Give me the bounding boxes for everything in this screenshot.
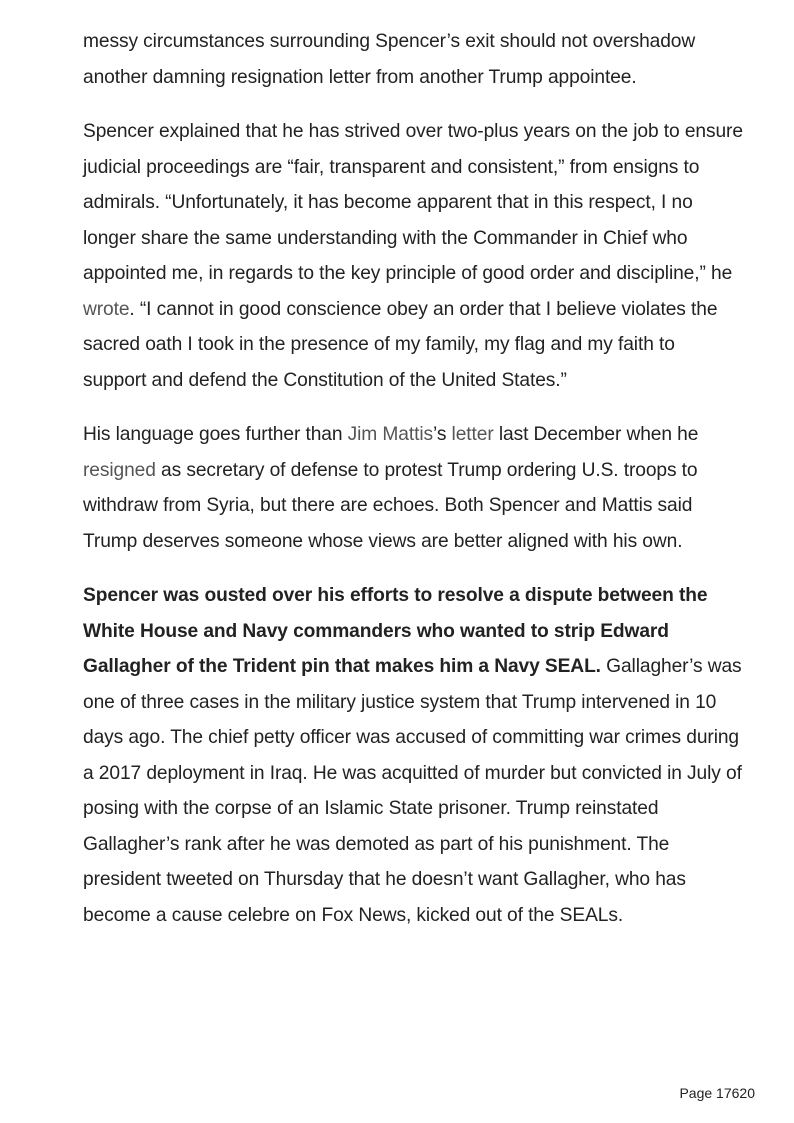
paragraph-3 <box>83 417 743 559</box>
paragraph-1: messy circumstances surrounding Spencer’s exit should not overshadow another damning resignation letter from another Trump appointee. <box>83 31 696 88</box>
paragraph-3-text-a: His language goes further than <box>83 424 348 445</box>
link-jim-mattis[interactable]: Jim Mattis <box>347 424 433 445</box>
link-resigned[interactable]: resigned <box>83 459 156 481</box>
paragraph-2-text-a: Spencer explained that he has strived over two-plus years on the job to ensure judicial proceedings are “fair, transparent and consistent,” from ensigns to admirals. “Unfortunately, it has become apparent that in this respect, I no longer share the same understanding with the Commander in Chief who appointed me, in regards to the key principle of good order and discipline,” he <box>83 121 743 284</box>
paragraph-3-text-b: ’s <box>433 424 452 445</box>
paragraph-2 <box>83 114 743 398</box>
link-letter[interactable]: letter <box>451 424 494 445</box>
page-number: Page 17620 <box>679 1085 755 1101</box>
paragraph-4 <box>83 578 743 933</box>
paragraph-2-text-b: . “I cannot in good conscience obey an order that I believe violates the sacred oath I took in the presence of my family, my flag and my faith to support and defend the Constitution of the United States.” <box>83 298 718 391</box>
paragraph-3-text-d: as secretary of defense to protest Trump ordering U.S. troops to withdraw from Syria, but there are echoes. Both Spencer and Mattis said Trump deserves someone whose views are better aligned with his own. <box>83 459 698 552</box>
paragraph-3-text-c: last December when he <box>493 424 699 445</box>
article-body <box>83 24 743 952</box>
paragraph-4-bold-lede: Spencer was ousted over his efforts to resolve a dispute between the White House and Navy commanders who wanted to strip Edward Gallagher of the Trident pin that makes him a Navy SEAL. <box>83 585 708 677</box>
link-wrote[interactable]: wrote <box>83 298 130 320</box>
paragraph-4-text: Gallagher’s was one of three cases in the military justice system that Trump intervened in 10 days ago. The chief petty officer was accused of committing war crimes during a 2017 deployment in Iraq. He was acquitted of murder but convicted in July of posing with the corpse of an Islamic State prisoner. Trump reinstated Gallagher’s rank after he was demoted as part of his punishment. The president tweeted on Thursday that he doesn’t want Gallagher, who has become a cause celebre on Fox News, kicked out of the SEALs. <box>83 656 742 926</box>
